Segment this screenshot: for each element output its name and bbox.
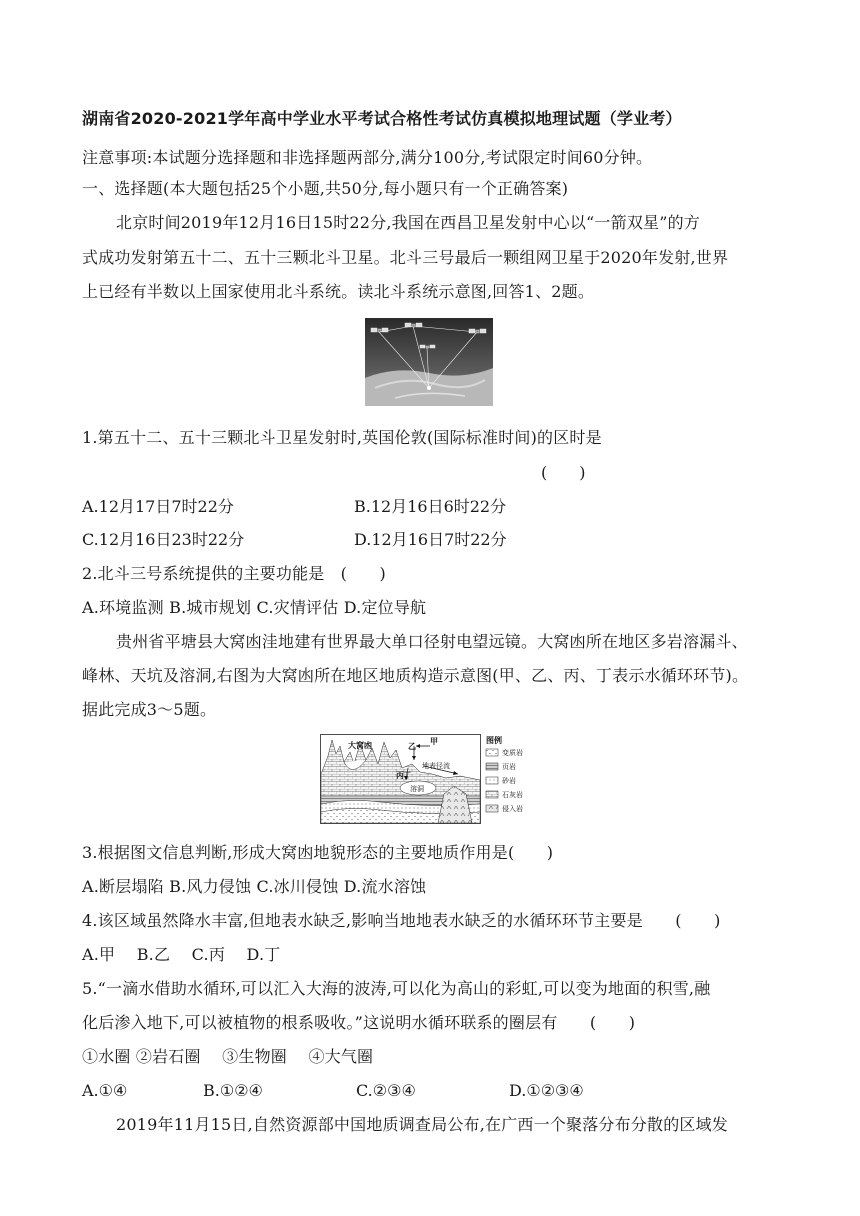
q5-option-c: C.②③④ xyxy=(356,1081,416,1100)
q1-option-c: C.12月16日23时22分 xyxy=(82,530,245,549)
legend-limestone: 石灰岩 xyxy=(502,791,523,799)
legend-intrusive: 侵入岩 xyxy=(502,805,523,813)
q1-answer-paren: ( ) xyxy=(541,463,586,482)
beidou-figure xyxy=(365,318,493,406)
q1-stem: 1.第五十二、五十三颗北斗卫星发射时,英国伦敦(国际标准时间)的区时是 xyxy=(82,428,602,447)
q1-option-a: A.12月17日7时22分 xyxy=(82,497,234,516)
beidou-satellite-image xyxy=(365,318,493,406)
passage1-line2: 式成功发射第五十二、五十三颗北斗卫星。北斗三号最后一颗组网卫星于2020年发射,世界 xyxy=(82,248,729,267)
passage1-line3: 上已经有半数以上国家使用北斗系统。读北斗系统示意图,回答1、2题。 xyxy=(82,282,595,301)
q5-line2: 化后渗入地下,可以被植物的根系吸收。”这说明水循环联系的圈层有 ( ) xyxy=(82,1013,636,1032)
q2-options: A.环境监测 B.城市规划 C.灾情评估 D.定位导航 xyxy=(82,598,427,617)
label-ding: 丁 xyxy=(403,771,411,780)
label-cave: 溶洞 xyxy=(410,785,424,793)
q4-options: A.甲 B.乙 C.丙 D.丁 xyxy=(82,945,281,964)
passage2-line3: 据此完成3～5题。 xyxy=(82,700,217,719)
legend-shale: 页岩 xyxy=(502,763,516,771)
q1-option-b: B.12月16日6时22分 xyxy=(354,497,507,516)
q2-stem: 2.北斗三号系统提供的主要功能是 ( ) xyxy=(82,564,386,583)
q3-stem: 3.根据图文信息判断,形成大窝凼地貌形态的主要地质作用是( ) xyxy=(82,843,554,862)
q3-options: A.断层塌陷 B.风力侵蚀 C.冰川侵蚀 D.流水溶蚀 xyxy=(82,877,427,896)
label-bing: 丙 xyxy=(396,771,404,780)
q5-circles: ①水圈 ②岩石圈 ③生物圈 ④大气圈 xyxy=(82,1047,374,1066)
passage3-line1: 2019年11月15日,自然资源部中国地质调查局公布,在广西一个聚落分布分散的区域发 xyxy=(116,1115,729,1134)
section-heading: 一、选择题(本大题包括25个小题,共50分,每小题只有一个正确答案) xyxy=(82,179,569,198)
passage2-line2: 峰林、天坑及溶洞,右图为大窝凼所在地区地质构造示意图(甲、乙、丙、丁表示水循环环节)。 xyxy=(82,666,749,685)
q4-stem: 4.该区域虽然降水丰富,但地表水缺乏,影响当地地表水缺乏的水循环环节主要是 ( ) xyxy=(82,911,721,930)
exam-notice: 注意事项:本试题分选择题和非选择题两部分,满分100分,考试限定时间60分钟。 xyxy=(82,148,653,167)
label-dawodang: 大窝凼 xyxy=(348,741,372,750)
legend-title: 图例 xyxy=(486,736,502,745)
label-runoff: 地表径流 xyxy=(422,762,450,770)
passage1-line1: 北京时间2019年12月16日15时22分,我国在西昌卫星发射中心以“一箭双星”的方 xyxy=(116,213,701,232)
legend-sandstone: 砂岩 xyxy=(502,777,516,785)
label-jia: 甲 xyxy=(430,737,438,746)
q1-option-d: D.12月16日7时22分 xyxy=(354,530,507,549)
legend-metamorphic: 变质岩 xyxy=(502,749,523,757)
passage2-line1: 贵州省平塘县大窝凼洼地建有世界最大单口径射电望远镜。大窝凼所在地区多岩溶漏斗、 xyxy=(116,632,748,651)
q5-option-b: B.①②④ xyxy=(203,1081,263,1100)
q5-option-d: D.①②③④ xyxy=(509,1081,584,1100)
q5-option-a: A.①④ xyxy=(82,1081,128,1100)
geology-figure xyxy=(320,734,542,824)
exam-title: 湖南省2020-2021学年高中学业水平考试合格性考试仿真模拟地理试题（学业考） xyxy=(82,109,682,128)
geology-diagram xyxy=(320,734,542,824)
q5-line1: 5.“一滴水借助水循环,可以汇入大海的波涛,可以化为高山的彩虹,可以变为地面的积雪,融 xyxy=(82,979,711,998)
label-yi: 乙 xyxy=(408,742,416,751)
